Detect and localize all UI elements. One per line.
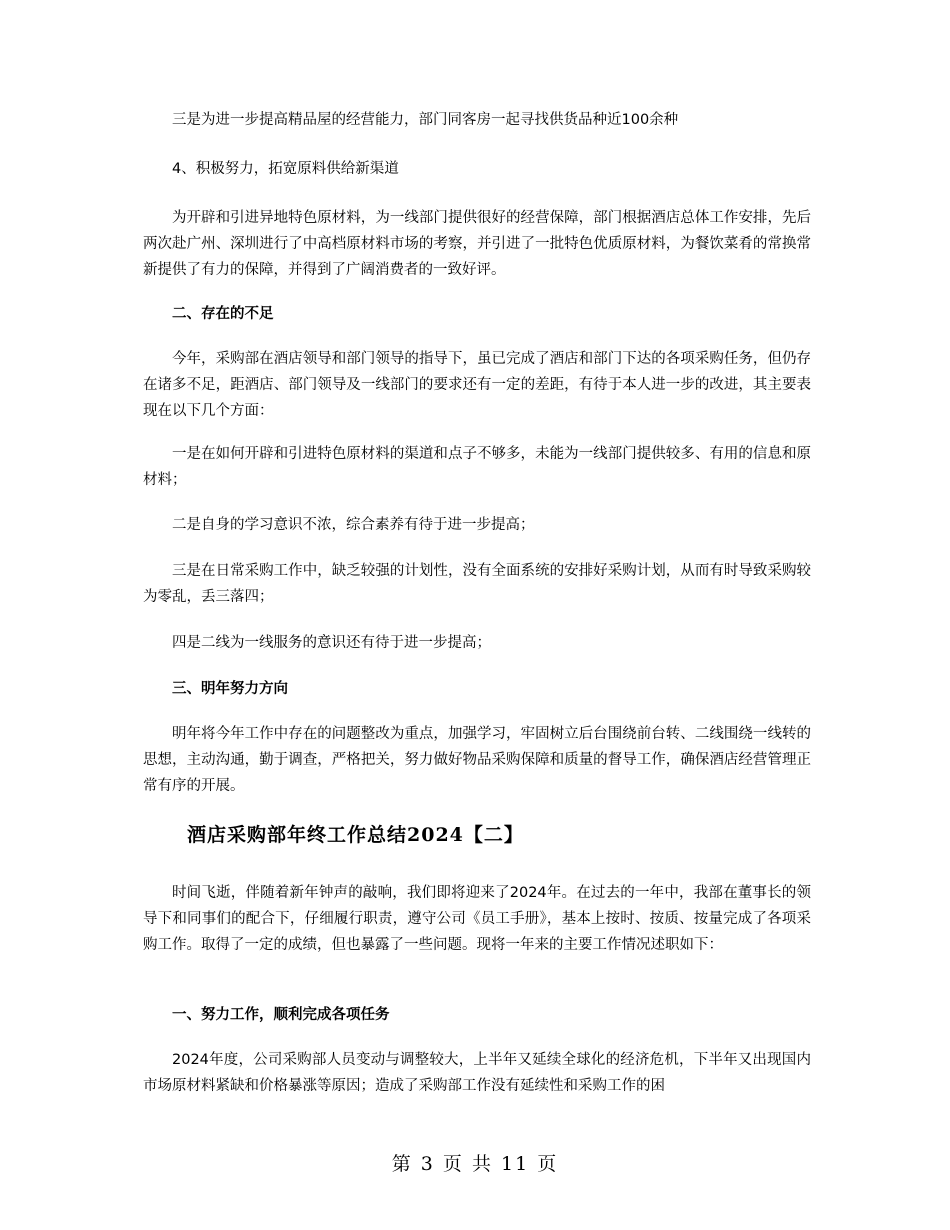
section-subheading: 4、积极努力，拓宽原料供给新渠道 [172,161,399,177]
paragraph: 2024年度，公司采购部人员变动与调整较大，上半年又延续全球化的经济危机，下半年又出现国内市场原材料紧缺和价格暴涨等原因；造成了采购部工作没有延续性和采购工作的困 [143,1052,811,1094]
section-heading: 一、努力工作，顺利完成各项任务 [172,1007,390,1023]
section-title: 酒店采购部年终工作总结2024【二】 [187,824,524,846]
paragraph: 二是自身的学习意识不浓，综合素养有待于进一步提高； [172,517,535,533]
paragraph: 为开辟和引进异地特色原材料，为一线部门提供很好的经营保障，部门根据酒店总体工作安排，先后两次赴广州、深圳进行了中高档原材料市场的考察，并引进了一批特色优质原材料，为餐饮菜肴的常换常新提供了有力的保障，并得到了广阔消费者的一致好评。 [143,210,811,278]
paragraph: 明年将今年工作中存在的问题整改为重点，加强学习，牢固树立后台围绕前台转、二线围绕一线转的思想，主动沟通，勤于调查，严格把关，努力做好物品采购保障和质量的督导工作，确保酒店经营管理正常有序的开展。 [143,726,811,794]
paragraph: 一是在如何开辟和引进特色原材料的渠道和点子不够多，未能为一线部门提供较多、有用的信息和原材料； [143,446,811,488]
paragraph: 时间飞逝，伴随着新年钟声的敲响，我们即将迎来了2024年。在过去的一年中，我部在董事长的领导下和同事们的配合下，仔细履行职责，遵守公司《员工手册》，基本上按时、按质、按量完成了各项采购工作。取得了一定的成绩，但也暴露了一些问题。现将一年来的主要工作情况述职如下： [143,885,811,953]
paragraph: 四是二线为一线服务的意识还有待于进一步提高； [172,635,491,651]
paragraph: 今年，采购部在酒店领导和部门领导的指导下，虽已完成了酒店和部门下达的各项采购任务，但仍存在诸多不足，距酒店、部门领导及一线部门的要求还有一定的差距，有待于本人进一步的改进，其主要表现在以下几个方面： [143,351,811,419]
section-heading: 三、明年努力方向 [172,681,288,697]
page-number-footer: 第 3 页 共 11 页 [391,1153,559,1175]
paragraph: 三是为进一步提高精品屋的经营能力，部门同客房一起寻找供货品种近100余种 [172,112,679,128]
section-heading: 二、存在的不足 [172,306,274,322]
paragraph: 三是在日常采购工作中，缺乏较强的计划性，没有全面系统的安排好采购计划，从而有时导致采购较为零乱，丢三落四； [143,563,811,605]
